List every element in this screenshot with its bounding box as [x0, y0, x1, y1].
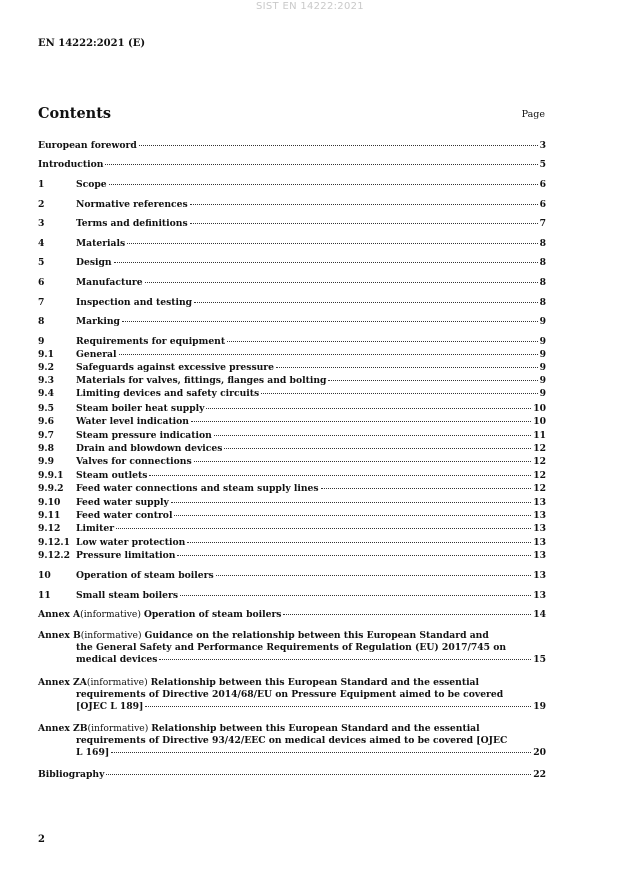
annex-line	[38, 747, 546, 759]
dot-leader	[194, 461, 532, 462]
annex-line	[38, 701, 546, 713]
toc-page: 6	[539, 199, 546, 210]
toc-row[interactable]	[38, 443, 546, 455]
dot-leader	[216, 575, 532, 576]
toc-title: Pressure limitation	[76, 550, 176, 561]
dot-leader	[119, 354, 538, 355]
toc-number: 1	[38, 179, 45, 190]
annex-line	[38, 689, 546, 701]
toc-page: 9	[539, 316, 546, 327]
toc-row[interactable]	[38, 416, 546, 428]
page-column-header: Page	[521, 109, 545, 120]
toc-number: 9.10	[38, 497, 61, 508]
toc-page: 13	[533, 497, 546, 508]
toc-number: 9.9	[38, 456, 54, 467]
annex-line	[38, 630, 546, 642]
dot-leader	[276, 367, 538, 368]
toc-row[interactable]	[38, 388, 546, 400]
annex-entry[interactable]	[38, 723, 546, 759]
toc-page: 13	[533, 550, 546, 561]
annex-line	[38, 609, 546, 621]
toc-number: 9	[38, 336, 45, 347]
dot-leader	[190, 204, 538, 205]
toc-row[interactable]	[38, 497, 546, 509]
annex-kind: (informative)	[87, 723, 152, 734]
toc-page: 13	[533, 590, 546, 601]
toc-page: 8	[539, 238, 546, 249]
toc-number: 3	[38, 218, 45, 229]
dot-leader	[191, 421, 531, 422]
toc-row[interactable]	[38, 199, 546, 211]
toc-title: Normative references	[76, 199, 188, 210]
toc-page: 13	[533, 537, 546, 548]
toc-row[interactable]	[38, 590, 546, 602]
toc-number: 9.1	[38, 349, 54, 360]
toc-number: 9.11	[38, 510, 61, 521]
toc-title: Limiting devices and safety circuits	[76, 388, 260, 399]
document-id: EN 14222:2021 (E)	[38, 38, 146, 49]
toc-title: Low water protection	[76, 537, 186, 548]
toc-page: 13	[533, 570, 546, 581]
toc-row[interactable]	[38, 238, 546, 250]
annex-label: Annex ZA	[38, 677, 87, 688]
dot-leader	[180, 595, 531, 596]
toc-page: 7	[539, 218, 546, 229]
toc-title: Small steam boilers	[76, 590, 179, 601]
toc-number: 9.12.2	[38, 550, 70, 561]
toc-page: 12	[533, 470, 546, 481]
toc-title: Bibliography	[38, 769, 105, 780]
toc-number: 11	[38, 590, 51, 601]
toc-title: Safeguards against excessive pressure	[76, 362, 274, 373]
dot-leader	[122, 321, 538, 322]
toc-page: 12	[533, 456, 546, 467]
toc-title: Terms and definitions	[76, 218, 188, 229]
annex-title: Relationship between this European Standard and the essential	[150, 677, 480, 688]
toc-number: 7	[38, 297, 45, 308]
dot-leader	[194, 302, 537, 303]
toc-title: Manufacture	[76, 277, 143, 288]
toc-number: 9.7	[38, 430, 54, 441]
toc-row[interactable]	[38, 550, 546, 562]
annex-label: Annex ZB	[38, 723, 88, 734]
toc-row[interactable]	[38, 218, 546, 230]
dot-leader	[224, 448, 531, 449]
toc-row[interactable]	[38, 430, 546, 442]
dot-leader	[145, 282, 538, 283]
toc-row[interactable]	[38, 483, 546, 495]
toc-title: Materials for valves, fittings, flanges and bolting	[76, 375, 327, 386]
toc-number: 9.8	[38, 443, 54, 454]
toc-row[interactable]	[38, 403, 546, 415]
toc-page: 13	[533, 510, 546, 521]
annex-title-continued: requirements of Directive 2014/68/EU on Pressure Equipment aimed to be covered	[76, 689, 504, 700]
toc-row[interactable]	[38, 257, 546, 269]
toc-title: Steam boiler heat supply	[76, 403, 205, 414]
toc-number: 9.2	[38, 362, 54, 373]
dot-leader	[177, 555, 531, 556]
dot-leader	[114, 262, 538, 263]
annex-title: Relationship between this European Standard and the essential	[151, 723, 480, 734]
toc-number: 5	[38, 257, 45, 268]
annex-title-continued: L 169]	[76, 747, 110, 758]
annex-kind: (informative)	[86, 677, 151, 688]
dot-leader	[328, 380, 537, 381]
toc-title: Requirements for equipment	[76, 336, 226, 347]
bibliography-row[interactable]	[38, 769, 546, 781]
toc-row[interactable]	[38, 349, 546, 361]
dot-leader	[145, 706, 531, 707]
dot-leader	[171, 502, 531, 503]
dot-leader	[187, 542, 531, 543]
toc-row[interactable]	[38, 297, 546, 309]
toc-title: Limiter	[76, 523, 115, 534]
dot-leader	[283, 614, 531, 615]
toc-page: 12	[533, 483, 546, 494]
toc-title: Marking	[76, 316, 120, 327]
toc-title: Scope	[76, 179, 107, 190]
dot-leader	[159, 659, 531, 660]
toc-page: 10	[533, 403, 546, 414]
toc-row[interactable]	[38, 336, 546, 348]
toc-number: 2	[38, 199, 45, 210]
toc-row[interactable]	[38, 510, 546, 522]
dot-leader	[106, 774, 531, 775]
toc-title: Inspection and testing	[76, 297, 193, 308]
annex-kind: (informative)	[80, 630, 145, 641]
annex-title-continued: [OJEC L 189]	[76, 701, 144, 712]
toc-row[interactable]	[38, 140, 546, 152]
annex-line	[38, 723, 546, 735]
dot-leader	[105, 164, 537, 165]
toc-number: 9.12	[38, 523, 61, 534]
toc-row[interactable]	[38, 362, 546, 374]
dot-leader	[190, 223, 538, 224]
annex-title: Guidance on the relationship between this European Standard and	[144, 630, 489, 641]
toc-page: 9	[539, 388, 546, 399]
annex-line	[38, 735, 546, 747]
toc-title: General	[76, 349, 117, 360]
annex-title: Operation of steam boilers	[143, 609, 282, 620]
toc-page: 13	[533, 523, 546, 534]
annex-label: Annex A	[38, 609, 81, 620]
toc-page: 9	[539, 336, 546, 347]
toc-row[interactable]	[38, 277, 546, 289]
toc-number: 8	[38, 316, 45, 327]
toc-title: Drain and blowdown devices	[76, 443, 223, 454]
dot-leader	[139, 145, 538, 146]
toc-page: 10	[533, 416, 546, 427]
toc-title: European foreword	[38, 140, 137, 151]
page-number: 2	[38, 834, 45, 845]
toc-row[interactable]	[38, 316, 546, 328]
toc-title: Steam outlets	[76, 470, 148, 481]
annex-line	[38, 642, 546, 654]
annex-line	[38, 677, 546, 689]
annex-title-continued: medical devices	[76, 654, 158, 665]
dot-leader	[321, 488, 532, 489]
toc-number: 4	[38, 238, 45, 249]
toc-title: Feed water control	[76, 510, 173, 521]
annex-entry[interactable]	[38, 609, 546, 621]
dot-leader	[174, 515, 531, 516]
toc-number: 6	[38, 277, 45, 288]
toc-page: 9	[539, 362, 546, 373]
toc-row[interactable]	[38, 523, 546, 535]
dot-leader	[261, 393, 537, 394]
annex-page: 14	[533, 609, 546, 620]
watermark: SIST EN 14222:2021	[256, 1, 364, 12]
toc-number: 10	[38, 570, 51, 581]
toc-title: Introduction	[38, 159, 104, 170]
toc-title: Operation of steam boilers	[76, 570, 214, 581]
dot-leader	[227, 341, 537, 342]
annex-entry[interactable]	[38, 630, 546, 666]
toc-page: 8	[539, 297, 546, 308]
dot-leader	[127, 243, 537, 244]
toc-number: 9.5	[38, 403, 54, 414]
dot-leader	[109, 184, 538, 185]
toc-title: Feed water supply	[76, 497, 169, 508]
toc-number: 9.9.1	[38, 470, 64, 481]
toc-row[interactable]	[38, 179, 546, 191]
toc-row[interactable]	[38, 375, 546, 387]
toc-page: 6	[539, 179, 546, 190]
toc-title: Feed water connections and steam supply lines	[76, 483, 319, 494]
toc-page: 8	[539, 277, 546, 288]
dot-leader	[111, 752, 531, 753]
toc-page: 12	[533, 443, 546, 454]
toc-title: Valves for connections	[76, 456, 192, 467]
toc-title: Design	[76, 257, 112, 268]
contents-title: Contents	[38, 105, 112, 122]
toc-title: Steam pressure indication	[76, 430, 212, 441]
toc-row[interactable]	[38, 470, 546, 482]
dot-leader	[206, 408, 531, 409]
toc-page: 8	[539, 257, 546, 268]
toc-number: 9.4	[38, 388, 54, 399]
annex-page: 19	[533, 701, 546, 712]
annex-title-continued: the General Safety and Performance Requirements of Regulation (EU) 2017/745 on	[76, 642, 507, 653]
annex-label: Annex B	[38, 630, 81, 641]
annex-entry[interactable]	[38, 677, 546, 713]
annex-page: 15	[533, 654, 546, 665]
toc-page: 9	[539, 349, 546, 360]
toc-page: 22	[533, 769, 546, 780]
toc-title: Materials	[76, 238, 126, 249]
annex-page: 20	[533, 747, 546, 758]
toc-row[interactable]	[38, 570, 546, 582]
toc-row[interactable]	[38, 159, 546, 171]
dot-leader	[214, 435, 531, 436]
toc-page: 5	[539, 159, 546, 170]
toc-number: 9.12.1	[38, 537, 70, 548]
toc-number: 9.3	[38, 375, 54, 386]
dot-leader	[116, 528, 531, 529]
toc-page: 9	[539, 375, 546, 386]
toc-page: 11	[533, 430, 546, 441]
toc-row[interactable]	[38, 537, 546, 549]
annex-title-continued: requirements of Directive 93/42/EEC on medical devices aimed to be covered [OJEC	[76, 735, 508, 746]
dot-leader	[149, 475, 531, 476]
toc-row[interactable]	[38, 456, 546, 468]
annex-line	[38, 654, 546, 666]
toc-title: Water level indication	[76, 416, 189, 427]
annex-kind: (informative)	[80, 609, 144, 620]
toc-number: 9.9.2	[38, 483, 64, 494]
toc-page: 3	[539, 140, 546, 151]
toc-number: 9.6	[38, 416, 54, 427]
